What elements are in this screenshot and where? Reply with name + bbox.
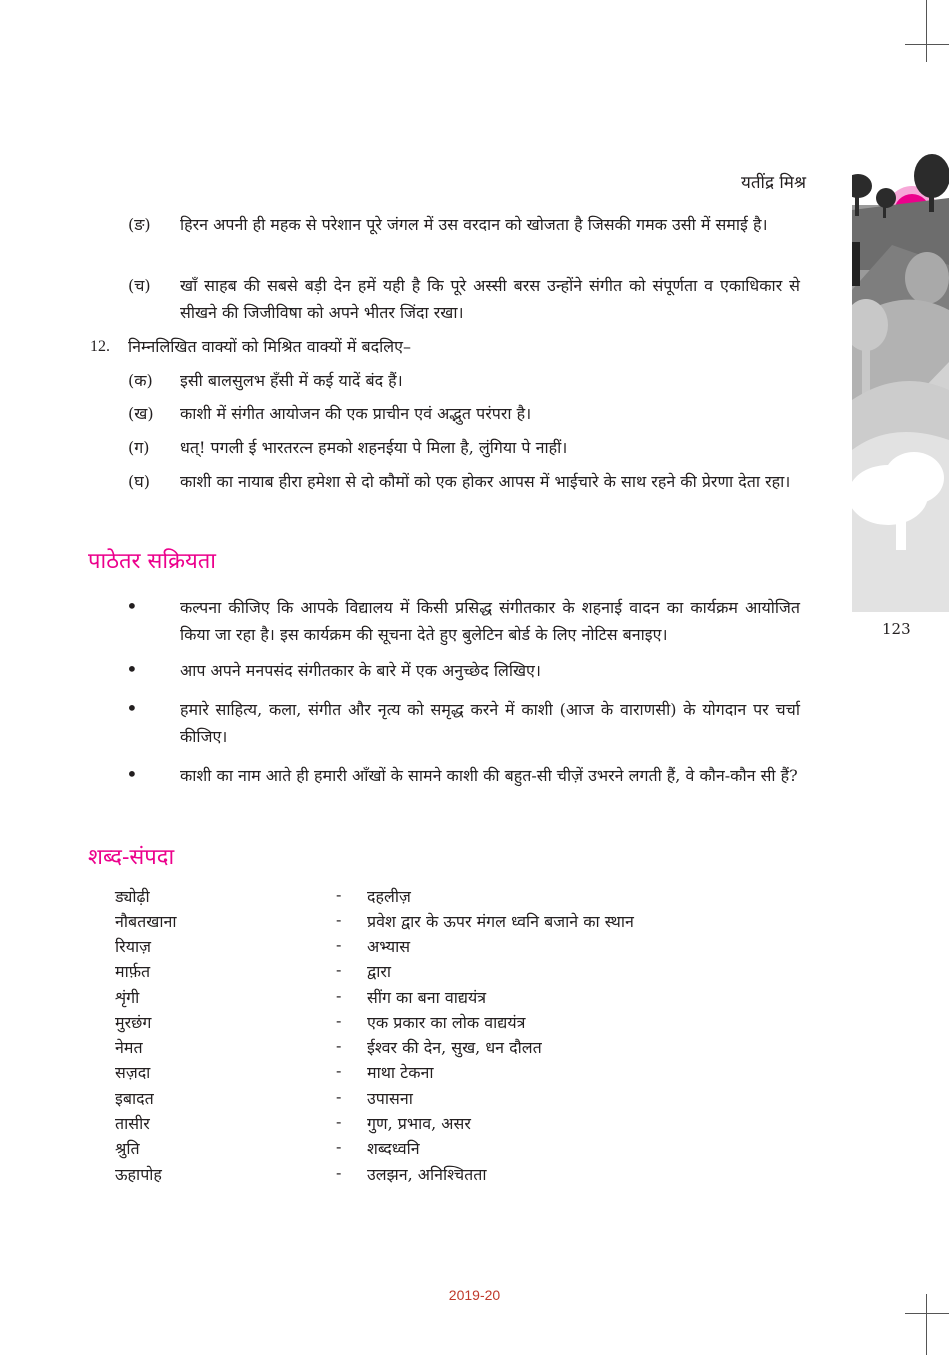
section-title-activities: पाठेतर सक्रियता [88,549,216,574]
crop-mark [905,1313,949,1314]
item-marker: (ग) [128,438,150,457]
glossary-meaning: ईश्वर की देन, सुख, धन दौलत [367,1038,542,1057]
glossary-dash: - [336,885,342,904]
bullet-icon: • [126,696,138,720]
question-text: निम्नलिखित वाक्यों को मिश्रित वाक्यों में बदलिए– [128,337,411,356]
glossary-row [0,1011,949,1036]
glossary-meaning: शब्दध्वनि [367,1139,420,1158]
glossary-meaning: प्रवेश द्वार के ऊपर मंगल ध्वनि बजाने का स्थान [367,912,634,931]
item-text: धत्! पगली ई भारतरत्न हमको शहनईया पे मिला है, लुंगिया पे नाहीं। [180,438,568,457]
item-marker: (ङ) [128,215,151,234]
page-number: 123 [882,620,911,638]
glossary-dash: - [336,960,342,979]
item-text: हिरन अपनी ही महक से परेशान पूरे जंगल में उस वरदान को खोजता है जिसकी गमक उसी में समाई है। [180,215,768,234]
item-marker: (ख) [128,404,154,423]
footer-year: 2019-20 [448,1287,501,1303]
glossary-row [0,1087,949,1112]
crop-mark [905,44,949,45]
glossary-row [0,1163,949,1188]
glossary-row [0,885,949,910]
activity-item: हमारे साहित्य, कला, संगीत और नृत्य को समृद्ध करने में काशी (आज के वाराणसी) के योगदान पर चर्चा कीजिए। [180,700,800,746]
crop-mark [926,0,927,62]
glossary-row [0,935,949,960]
glossary-dash: - [336,935,342,954]
glossary-meaning: उपासना [367,1089,413,1108]
glossary-dash: - [336,1163,342,1182]
glossary-row [0,1112,949,1137]
glossary-meaning: दहलीज़ [367,887,411,906]
glossary-meaning: गुण, प्रभाव, असर [367,1114,471,1133]
glossary-term: सज़दा [115,1063,151,1082]
item-marker: (घ) [128,472,150,491]
side-landscape-illustration [852,150,949,612]
glossary-term: नेमत [115,1038,143,1057]
question-number: 12. [90,338,110,355]
activity-item: आप अपने मनपसंद संगीतकार के बारे में एक अनुच्छेद लिखिए। [180,661,541,680]
item-text: काशी में संगीत आयोजन की एक प्राचीन एवं अद्भुत परंपरा है। [180,404,532,423]
section-title-glossary: शब्द-संपदा [88,845,175,870]
glossary-dash: - [336,1112,342,1131]
glossary-term: श्रुति [115,1139,140,1158]
glossary-meaning: उलझन, अनिश्चितता [367,1165,487,1184]
glossary-term: इबादत [115,1089,154,1108]
item-marker: (च) [128,276,151,295]
item-text: खाँ साहब की सबसे बड़ी देन हमें यही है कि पूरे अस्सी बरस उन्होंने संगीत को संपूर्णता व एकाधिकार से सीखने की जिजीविषा को अपने भीतर जिंदा रखा। [180,276,800,322]
glossary-dash: - [336,910,342,929]
glossary-meaning: अभ्यास [367,937,411,956]
glossary-dash: - [336,986,342,1005]
glossary-dash: - [336,1036,342,1055]
glossary-dash: - [336,1137,342,1156]
bullet-icon: • [126,762,138,786]
glossary-term: ड्योढ़ी [115,887,150,906]
bullet-icon: • [126,594,138,618]
activity-item: काशी का नाम आते ही हमारी आँखों के सामने काशी की बहुत-सी चीज़ें उभरने लगती हैं, वे कौन-कौन सी हैं? [180,766,798,785]
glossary-row [0,986,949,1011]
glossary-term: शृंगी [115,988,140,1007]
glossary-row [0,910,949,935]
activity-item: कल्पना कीजिए कि आपके विद्यालय में किसी प्रसिद्ध संगीतकार के शहनाई वादन का कार्यक्रम आयोजित किया जा रहा है। इस कार्यक्रम की सूचना देते हुए बुलेटिन बोर्ड के लिए नोटिस बनाइए। [180,598,800,644]
glossary-row [0,1061,949,1086]
bullet-icon: • [126,657,138,681]
glossary-row [0,1137,949,1162]
glossary-term: ऊहापोह [115,1165,162,1184]
glossary-row [0,1036,949,1061]
glossary-meaning: सींग का बना वाद्ययंत्र [367,988,487,1007]
glossary-term: रियाज़ [115,937,151,956]
item-text: इसी बालसुलभ हँसी में कई यादें बंद हैं। [180,371,403,390]
running-header-author: यतींद्र मिश्र [741,173,806,193]
glossary-term: मुरछंग [115,1013,152,1032]
glossary-meaning: द्वारा [367,962,392,981]
glossary-meaning: एक प्रकार का लोक वाद्ययंत्र [367,1013,526,1032]
glossary-term: मार्फ़त [115,962,151,981]
glossary-row [0,960,949,985]
crop-mark [926,1294,927,1355]
glossary-meaning: माथा टेकना [367,1063,434,1082]
glossary-dash: - [336,1061,342,1080]
item-marker: (क) [128,371,153,390]
item-text: काशी का नायाब हीरा हमेशा से दो कौमों को एक होकर आपस में भाईचारे के साथ रहने की प्रेरणा देता रहा। [180,472,791,491]
glossary-term: नौबतखाना [115,912,177,931]
glossary-dash: - [336,1011,342,1030]
glossary-dash: - [336,1087,342,1106]
glossary-term: तासीर [115,1114,150,1133]
